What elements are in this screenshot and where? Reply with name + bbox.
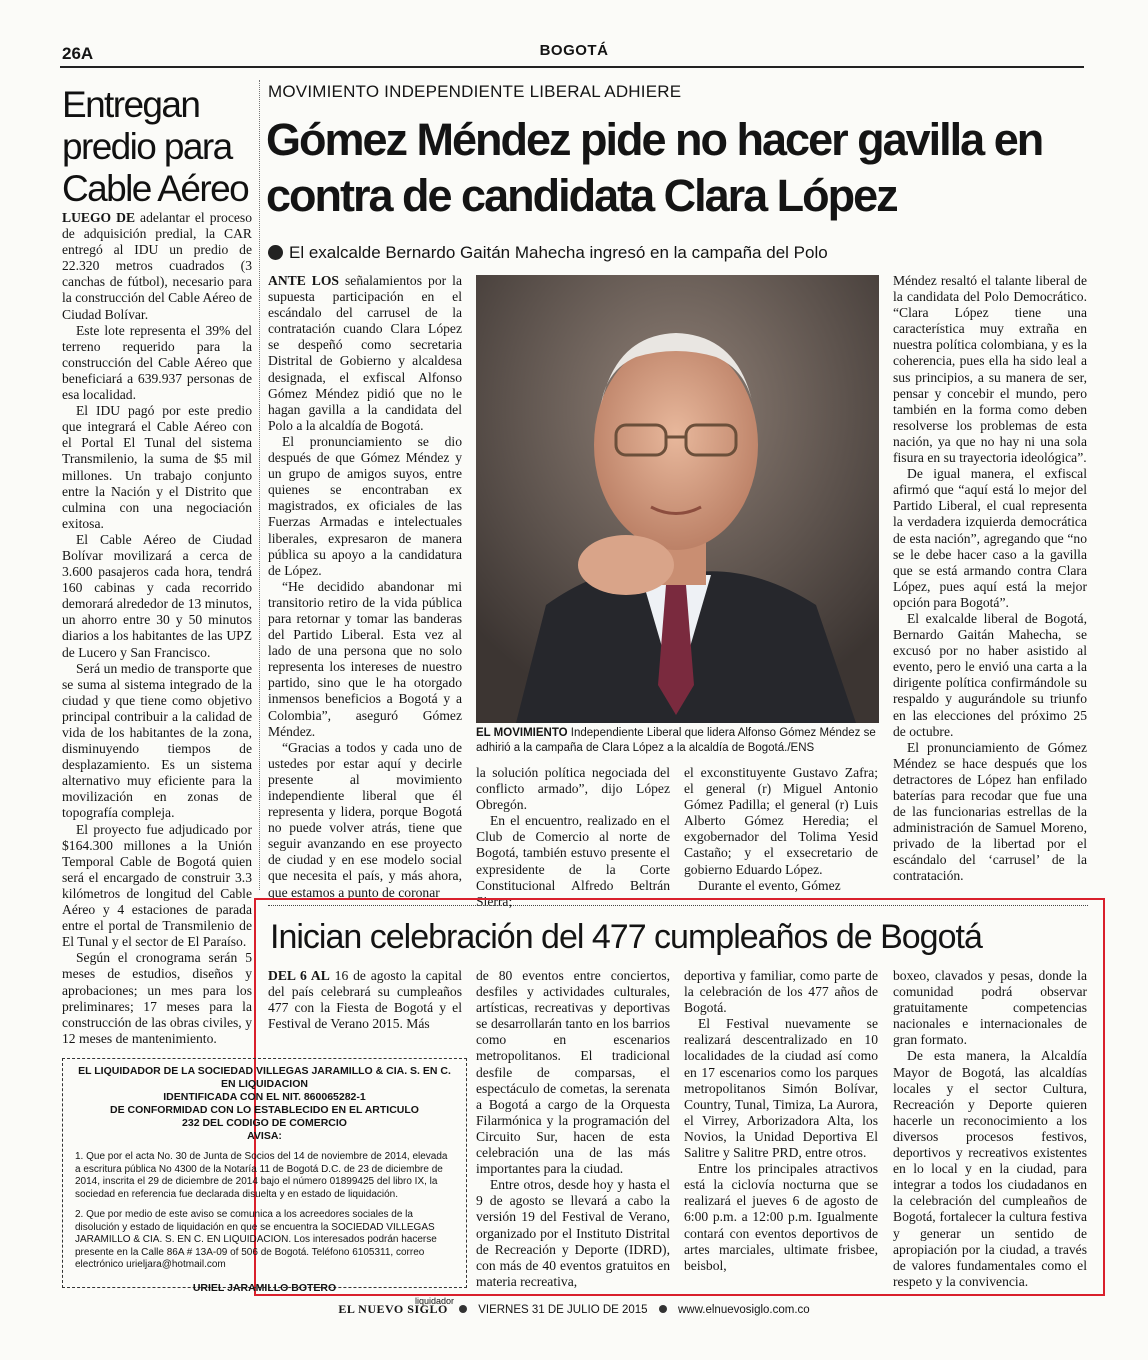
main-article-subhead: El exalcalde Bernardo Gaitán Mahecha ingresó en la campaña del Polo bbox=[268, 243, 828, 263]
paragraph: El pronunciamiento de Gómez Méndez se hace después que los detractores de López han enfilado baterías para recodar que fue una de las funcionarias estrellas de la administración de Samuel Moreno, privado de la libertad por el escándalo del ‘carrusel’ de la contratación. bbox=[893, 739, 1087, 884]
paragraph: El proyecto fue adjudicado por $164.300 millones a la Unión Temporal Cable de Bogotá quien será el encargado de construir 3.3 kilómetros de longitud del Cable Aéreo y 4 estaciones de parada entre el portal de Transmilenio de El Tunal y el sector de El Paraíso. bbox=[62, 821, 252, 950]
section-name: BOGOTÁ bbox=[539, 42, 609, 59]
page-footer bbox=[0, 1302, 1148, 1317]
lead-word: LUEGO DE bbox=[62, 210, 136, 225]
paragraph: Durante el evento, Gómez bbox=[698, 877, 841, 893]
bottom-article-headline: Inician celebración del 477 cumpleaños de Bogotá bbox=[270, 918, 982, 956]
left-article-headline: Entregan predio para Cable Aéreo bbox=[62, 84, 249, 209]
paragraph: En el encuentro, realizado en el Club de Comercio al norte de Bogotá, también estuvo presente el expresidente de la Corte Constitucional Alfredo Beltrán Sierra; bbox=[476, 813, 670, 909]
main-article-column-4 bbox=[893, 273, 1087, 893]
lead-word: DEL 6 AL bbox=[268, 968, 330, 983]
portrait-illustration bbox=[476, 275, 879, 723]
notice-line: 232 DEL CODIGO DE COMERCIO bbox=[182, 1117, 347, 1129]
paragraph: El Cable Aéreo de Ciudad Bolívar movilizará a cerca de 3.600 pasajeros cada hora, tendrá 160 cabinas y cada recorrido demorará alrededor de 13 minutos, un ahorro entre 30 y 50 minutos diarios a los habitantes de las UPZ de Lucero y San Francisco. bbox=[62, 531, 252, 660]
dotted-rule bbox=[268, 905, 1088, 906]
paragraph: El exalcalde liberal de Bogotá, Bernardo Gaitán Mahecha, se excusó por no haber asistido al evento, pero le envió una carta a la dirigente política confirmándole su respaldo y augurándole su triunfo en las elecciones del próximo 25 de octubre. bbox=[893, 610, 1087, 739]
page-number: 26A bbox=[62, 44, 94, 63]
bottom-article-column-1 bbox=[268, 968, 462, 1058]
paragraph: De esta manera, la Alcaldía Mayor de Bogotá, las alcaldías locales y el sector Cultura, Recreación y Deporte quieren hacerle un reconocimiento a los diversos procesos festivos, deportivos y recreativos existentes en lo local y en la ciudad, para integrar a todos los ciudadanos en la celebración del cumpleaños de Bogotá, fortalecer la cultura festiva y generar un sentido de apropiación por la ciudad, a través de valores fundamentales como el respeto y la convivencia. bbox=[893, 1048, 1087, 1289]
notice-line: EL LIQUIDADOR DE LA SOCIEDAD VILLEGAS JARAMILLO & CIA. S. EN C. bbox=[78, 1065, 451, 1077]
paragraph: Según el cronograma serán 5 meses de estudios, diseños y aprobaciones; un mes para los preliminares; 17 meses para la construcción de las obras civiles, y 12 meses de mantenimiento. bbox=[62, 950, 252, 1046]
footer-date: VIERNES 31 DE JULIO DE 2015 bbox=[478, 1304, 648, 1316]
paragraph: Méndez resaltó el talante liberal de la candidata del Polo Democrático. “Clara López tiene una característica muy extraña en nuestra política colombiana, y es la coherencia, pues ella ha sido leal a sus principios, a su manera de ser, pensar y concebir el mundo, pero también en la forma como deben resolverse los problemas de esta nación, ya que no hay ni una sola fisura en su trayectoria ideológica”. bbox=[893, 273, 1087, 466]
paragraph: boxeo, clavados y pesas, donde la comunidad podrá observar gratuitamente competencias nacionales e internacionales de gran formato. bbox=[893, 968, 1087, 1048]
paragraph: De igual manera, el exfiscal afirmó que “aquí está lo mejor del Partido Liberal, el cual representa la verdadera izquierda democrática de esta nación”, agregando que “no se le debe hacer caso a la gavilla que se está armando contra Clara López, pues aquí está la mejor opción para Bogotá”. bbox=[893, 466, 1087, 610]
bullet-icon bbox=[459, 1305, 467, 1313]
paragraph: la solución política negociada del conflicto armado”, dijo López Obregón. bbox=[476, 765, 670, 813]
article-photo bbox=[476, 275, 879, 723]
paragraph: El Festival nuevamente se realizará descentralizado en 10 localidades de la ciudad así como en 17 escenarios como los parques metropolitanos Simón Bolívar, Country, Tunal, Timiza, La Aurora, el Virrey, Arborizadora Alta, los Novios, la Unidad Deportiva El Salitre y Salitre PRD, entre otros. bbox=[684, 1016, 878, 1161]
header-rule bbox=[60, 66, 1084, 68]
paragraph: deportiva y familiar, como parte de la celebración de los 477 años de Bogotá. bbox=[684, 968, 878, 1016]
paragraph: “Gracias a todos y cada uno de ustedes por estar aquí y decirle presente al movimiento independiente liberal que él representa y lidera, porque Bogotá no puede volver atrás, tiene que seguir avanzando en ese proyecto de ciudad y en ese modelo social que necesita el país, y más ahora, que estamos a punto de coronar bbox=[268, 739, 462, 900]
main-article-headline: Gómez Méndez pide no hacer gavilla en contra de candidata Clara López bbox=[266, 114, 1043, 221]
photo-caption: EL MOVIMIENTO Independiente Liberal que lidera Alfonso Gómez Méndez se adhirió a la campaña de Clara López a la alcaldía de Bogotá./ENS bbox=[476, 727, 876, 754]
paragraph: DEL 6 AL 16 de agosto la capital del país celebrará su cumpleaños 477 con la Fiesta de Bogotá y el Festival de Verano 2015. Más bbox=[268, 968, 462, 1032]
bottom-article-column-2 bbox=[476, 968, 670, 1288]
notice-signature: URIEL JARAMILLO BOTERO bbox=[192, 1281, 337, 1294]
main-article-column-2 bbox=[476, 765, 670, 909]
paragraph: El IDU pagó por este predio que integrará el Cable Aéreo con el Portal El Tunal del sistema Transmilenio, la suma de $5 mil millones. Un trabajo conjunto entre la Nación y el Distrito que culmina con una negociación exitosa. bbox=[62, 403, 252, 531]
main-article-kicker: MOVIMIENTO INDEPENDIENTE LIBERAL ADHIERE bbox=[268, 82, 682, 101]
notice-line: DE CONFORMIDAD CON LO ESTABLECIDO EN EL ARTICULO bbox=[110, 1104, 419, 1116]
notice-item: 1. Que por el acta No. 30 de Junta de Socios del 14 de noviembre de 2014, elevada a escritura pública No 4300 de la Notaría 11 de Bogotá D.C. de 23 de diciembre de 2014, inscrita el 29 de diciembre de 2014 bajo el número 01899425 del libro IX, la sociedad en referencia fue declarada disuelta y en estado de liquidación. bbox=[75, 1151, 448, 1200]
paragraph: Este lote representa el 39% del terreno requerido para la construcción del Cable Aéreo que beneficiará a 639.937 personas de esa localidad. bbox=[62, 322, 252, 403]
bottom-article-column-4 bbox=[893, 968, 1087, 1288]
paragraph: El pronunciamiento se dio después de que Gómez Méndez y un grupo de amigos suyos, entre quienes se encontraban ex magistrados, ex oficiales de las Fuerzas Armadas e intelectuales liberales, expresaron de manera pública su apoyo a la candidatura de López. bbox=[268, 433, 462, 578]
main-article-column-1 bbox=[268, 273, 462, 900]
notice-line: AVISA: bbox=[247, 1130, 282, 1142]
column-divider bbox=[259, 80, 260, 890]
legal-notice bbox=[62, 1058, 467, 1306]
footer-url[interactable]: www.elnuevosiglo.com.co bbox=[678, 1304, 810, 1316]
main-article-column-3 bbox=[684, 765, 878, 895]
newspaper-logo: EL NUEVO SIGLO bbox=[338, 1302, 448, 1316]
paragraph: “He decidido abandonar mi transitorio retiro de la vida pública para retornar y tomar las banderas del Partido Liberal. Esta vez al lado de una persona que no solo representa los intereses de nuestro partido, sino que le ha otorgado inmensos beneficios a Bogotá y a Colombia”, aseguró Gómez Méndez. bbox=[268, 578, 462, 739]
bullet-icon bbox=[659, 1305, 667, 1313]
left-article-body bbox=[62, 210, 252, 1047]
notice-item: 2. Que por medio de este aviso se comunica a los acreedores sociales de la disolución y estado de liquidación en que se encuentra la SOCIEDAD VILLEGAS JARAMILLO & CIA. S. EN C. EN LIQUIDACION. Los interesados podrán hacerse presente en la Calle 86A # 13A-09 of 506 de Bogotá. Teléfono 6105311, correo electrónico urieljara@hotmail.com bbox=[75, 1209, 437, 1270]
notice-line: EN LIQUIDACION bbox=[221, 1078, 308, 1090]
paragraph: de 80 eventos entre conciertos, desfiles y actividades culturales, artísticas, recreativas y deportivas se desarrollarán tanto en los barrios como en escenarios metropolitanos. El tradicional desfile de comparsas, el espectáculo de cometas, la serenata a Bogotá a cargo de la Orquesta Filarmónica y la programación del Circuito Sur, hacen de esta celebración una de las más importantes para la ciudad. bbox=[476, 968, 670, 1177]
paragraph: ANTE LOS señalamientos por la supuesta participación en el escándalo del carrusel de la contratación cuando Clara López se despeñó como secretaria Distrital de Gobierno y alcaldesa designada, el exfiscal Alfonso Gómez Méndez pidió que no le hagan gavilla a la candidata del Polo a la alcaldía de Bogotá. bbox=[268, 273, 462, 433]
paragraph: Será un medio de transporte que se suma al sistema integrado de la ciudad y que tiene como objetivo principal contribuir a la calidad de vida de los habitantes de la zona, disminuyendo tiempos de desplazamiento. Es un sistema alternativo muy eficiente para la movilización en zonas de topografía compleja. bbox=[62, 660, 252, 821]
notice-line: IDENTIFICADA CON EL NIT. 860065282-1 bbox=[163, 1091, 366, 1103]
paragraph: Entre los principales atractivos está la ciclovía nocturna que se realizará el jueves 6 de agosto de 6:00 p.m. a 12:00 p.m. Igualmente contará con eventos deportivos de artes marciales, ultimate frisbee, beisbol, bbox=[684, 1161, 878, 1273]
paragraph: el exconstituyente Gustavo Zafra; el general (r) Miguel Antonio Gómez Padilla; el general (r) Luis Alberto Gómez Heredia; el exgobernador del Tolima Yesid Castaño; y el exsecretario de gobierno Eduardo López. bbox=[684, 765, 878, 877]
bullet-icon bbox=[268, 245, 283, 260]
lead-word: ANTE LOS bbox=[268, 273, 339, 288]
notice-signature-role: liquidador bbox=[414, 1295, 454, 1306]
bottom-article-column-3 bbox=[684, 968, 878, 1288]
paragraph: LUEGO DE adelantar el proceso de adquisición predial, la CAR entregó al IDU un predio de 22.320 metros cuadrados (3 canchas de fútbol), necesario para la construcción del Cable Aéreo de Ciudad Bolívar. bbox=[62, 210, 252, 322]
paragraph: Entre otros, desde hoy y hasta el 9 de agosto se llevará a cabo la versión 19 del Festival de Verano, organizado por el Instituto Distrital de Recreación y Deporte (IDRD), con más de 40 eventos gratuitos en materia recreativa, bbox=[476, 1177, 670, 1289]
